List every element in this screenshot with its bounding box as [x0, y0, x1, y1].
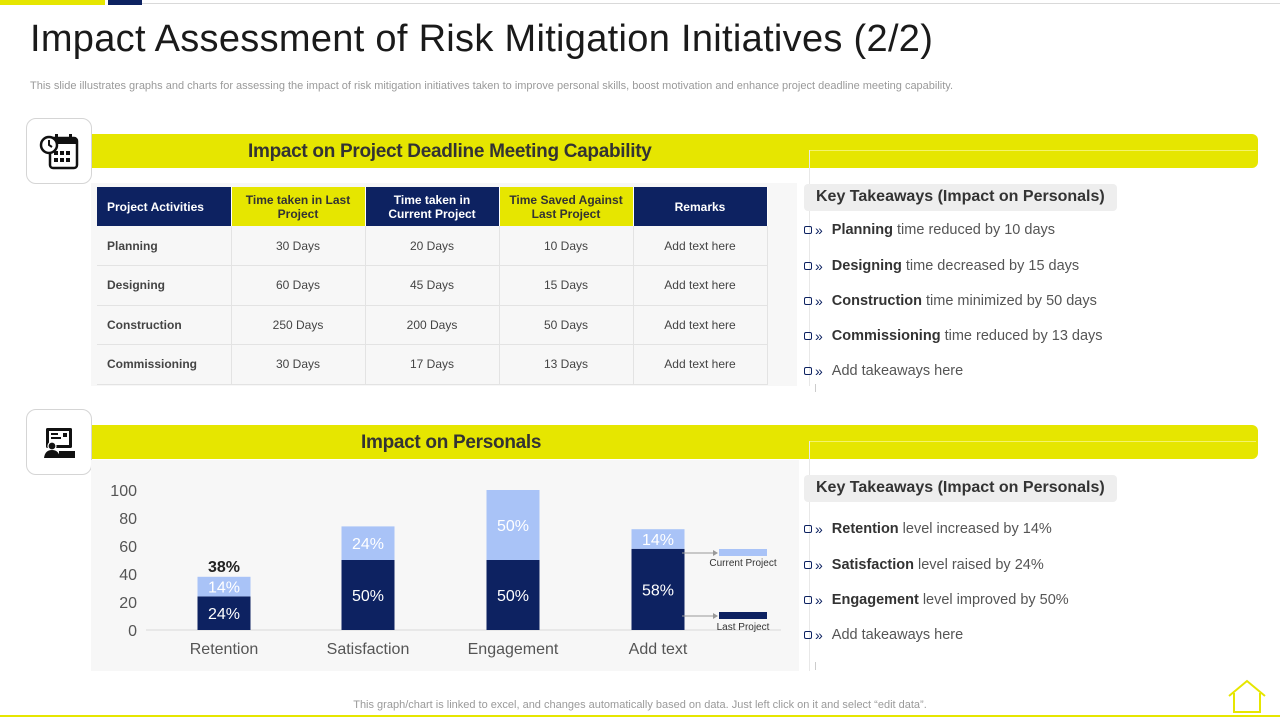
- table-header-row: [97, 187, 767, 226]
- legend-arrow-icon: [713, 613, 718, 619]
- x-tick-label: Add text: [628, 641, 688, 658]
- bar-data-label: 14%: [207, 579, 241, 597]
- section1-icon-box: [26, 118, 92, 184]
- y-tick-label: 0: [128, 623, 137, 640]
- table-cell: 200 Days: [365, 305, 499, 345]
- section2-icon-box: [26, 409, 92, 475]
- double-chevron-icon: »: [815, 521, 823, 537]
- double-chevron-icon: »: [815, 557, 823, 573]
- bullet-square-icon: [804, 367, 812, 375]
- footer-note: This graph/chart is linked to excel, and changes automatically based on data. Just left click on it and select “edit data”.: [353, 699, 927, 711]
- bar-data-label: 50%: [351, 588, 385, 605]
- x-tick-label: Engagement: [467, 641, 559, 658]
- takeaway-item: » Planning time reduced by 10 days: [804, 222, 1055, 238]
- y-tick-label: 80: [119, 511, 137, 528]
- takeaway-item: » Engagement level improved by 50%: [804, 592, 1069, 608]
- table-cell: Add text here: [633, 266, 767, 306]
- bar-data-label: 58%: [641, 582, 675, 600]
- double-chevron-icon: »: [815, 258, 823, 274]
- bar-data-label: 14%: [641, 532, 675, 549]
- home-icon[interactable]: [1226, 678, 1268, 714]
- double-chevron-icon: »: [815, 328, 823, 344]
- x-tick-label: Retention: [189, 641, 259, 658]
- table-row: [97, 226, 767, 266]
- takeaway-tail-line: [815, 662, 816, 670]
- table-cell: Designing: [97, 266, 231, 306]
- section1-band-inner-line: [810, 150, 1256, 151]
- table-cell: 17 Days: [365, 345, 499, 385]
- table-cell: Add text here: [633, 305, 767, 345]
- table-cell: 30 Days: [231, 345, 365, 385]
- table-cell: 15 Days: [499, 266, 633, 306]
- y-tick-label: 60: [119, 539, 137, 556]
- bullet-square-icon: [804, 631, 812, 639]
- table-header-cell: Time taken in Last Project: [231, 187, 365, 226]
- takeaway-item: » Add takeaways here: [804, 627, 963, 643]
- table-cell: 50 Days: [499, 305, 633, 345]
- double-chevron-icon: »: [815, 592, 823, 608]
- table-cell: 10 Days: [499, 226, 633, 266]
- table-header-cell: Time taken in Current Project: [365, 187, 499, 226]
- table-cell: 60 Days: [231, 266, 365, 306]
- y-tick-label: 40: [119, 567, 137, 584]
- double-chevron-icon: »: [815, 293, 823, 309]
- table-cell: 30 Days: [231, 226, 365, 266]
- table-header-cell: Remarks: [633, 187, 767, 226]
- section2-band-inner-line: [810, 441, 1256, 442]
- section2-title: Impact on Personals: [361, 432, 542, 453]
- table-row: [97, 266, 767, 306]
- table-cell: 13 Days: [499, 345, 633, 385]
- legend-arrow-icon: [713, 550, 718, 556]
- takeaway-item: » Designing time decreased by 15 days: [804, 258, 1079, 274]
- top-divider: [142, 3, 1280, 4]
- person-at-desk-icon: [37, 420, 81, 464]
- takeaway-item: » Satisfaction level raised by 24%: [804, 557, 1044, 573]
- impact-chart: [91, 460, 799, 671]
- section1-title: Impact on Project Deadline Meeting Capability: [248, 141, 652, 162]
- table-cell: 45 Days: [365, 266, 499, 306]
- bullet-square-icon: [804, 525, 812, 533]
- top-accent-bar: [0, 0, 105, 5]
- bullet-square-icon: [804, 297, 812, 305]
- y-tick-label: 20: [119, 595, 137, 612]
- total-annotation: 38%: [207, 558, 241, 576]
- bullet-square-icon: [804, 226, 812, 234]
- bullet-square-icon: [804, 262, 812, 270]
- table-cell: 20 Days: [365, 226, 499, 266]
- double-chevron-icon: »: [815, 363, 823, 379]
- bar-data-label: 24%: [207, 606, 241, 624]
- deadline-calendar-icon: [37, 129, 81, 173]
- table-cell: 250 Days: [231, 305, 365, 345]
- table-row: [97, 345, 767, 385]
- page-title: Impact Assessment of Risk Mitigation Initiatives (2/2): [30, 18, 934, 60]
- table-header-cell: Time Saved Against Last Project: [499, 187, 633, 226]
- legend-label: Last Project: [716, 622, 770, 633]
- bar-data-label: 50%: [496, 588, 530, 605]
- table-cell: Add text here: [633, 226, 767, 266]
- table-header-cell: Project Activities: [97, 187, 231, 226]
- table-cell: Planning: [97, 226, 231, 266]
- takeaway-item: » Construction time minimized by 50 days: [804, 293, 1097, 309]
- bar-data-label: 24%: [351, 536, 385, 554]
- table-row: [97, 305, 767, 345]
- bullet-square-icon: [804, 561, 812, 569]
- activities-table: [97, 187, 768, 385]
- takeaway-tail-line: [815, 384, 816, 392]
- y-tick-label: 100: [110, 483, 137, 500]
- takeaway-item: » Retention level increased by 14%: [804, 521, 1052, 537]
- x-tick-label: Satisfaction: [326, 641, 410, 658]
- double-chevron-icon: »: [815, 222, 823, 238]
- bullet-square-icon: [804, 596, 812, 604]
- legend-label: Current Project: [709, 558, 777, 569]
- table-cell: Construction: [97, 305, 231, 345]
- section2-takeaways-header: Key Takeaways (Impact on Personals): [804, 475, 1117, 502]
- top-accent-bar-navy: [108, 0, 142, 5]
- takeaway-item: » Add takeaways here: [804, 363, 963, 379]
- page-subtitle: This slide illustrates graphs and charts for assessing the impact of risk mitigation initiatives taken to improve personal skills, boost motivation and enhance project deadline meeting capability.: [30, 80, 954, 92]
- table-cell: Add text here: [633, 345, 767, 385]
- bullet-square-icon: [804, 332, 812, 340]
- section2-header-band: [92, 425, 1258, 459]
- bottom-accent-line: [0, 715, 1280, 717]
- section1-takeaways-header: Key Takeaways (Impact on Personals): [804, 184, 1117, 211]
- bar-data-label: 50%: [496, 518, 530, 535]
- table-cell: Commissioning: [97, 345, 231, 385]
- legend-swatch: [719, 612, 767, 619]
- legend-swatch: [719, 549, 767, 556]
- double-chevron-icon: »: [815, 627, 823, 643]
- takeaway-item: » Commissioning time reduced by 13 days: [804, 328, 1103, 344]
